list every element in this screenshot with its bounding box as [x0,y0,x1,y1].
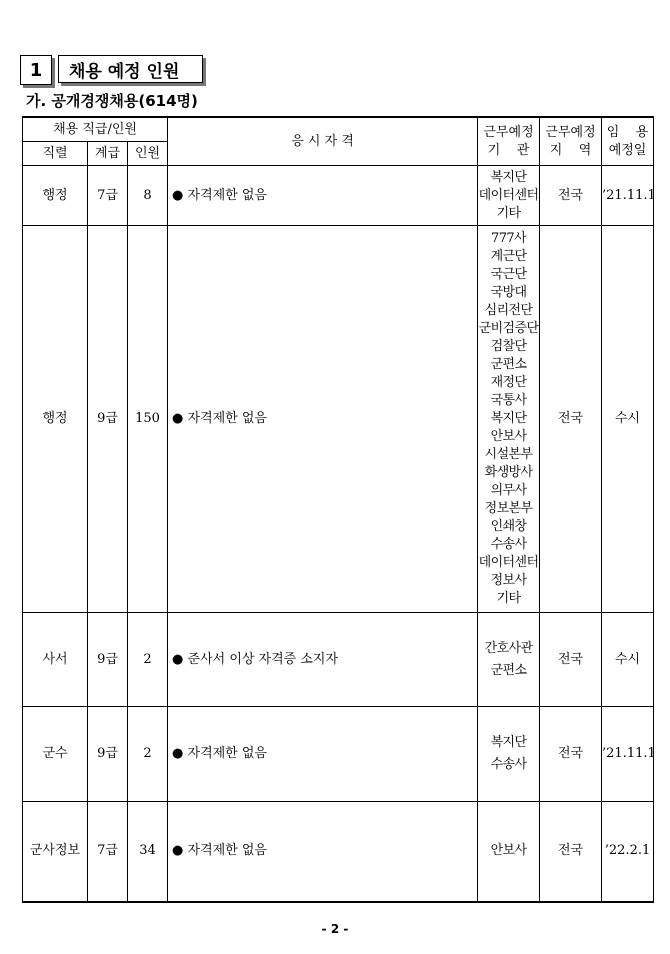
institution-item: 안보사 [490,429,527,444]
cell-institutions [478,226,540,613]
cell-series: 군수 [23,707,88,802]
cell-qualification: ● 자격제한 없음 [168,166,478,226]
header-region-line: 지 역 [549,142,592,158]
institution-item: 검찰단 [490,339,527,354]
institution-item: 복지단 [490,169,527,185]
cell-grade: 9급 [88,226,128,613]
cell-series: 행정 [23,226,88,613]
cell-series: 사서 [23,613,88,707]
cell-qualification: ● 자격제한 없음 [168,707,478,802]
cell-date: 수시 [602,226,654,613]
header-count: 인원 [128,142,168,166]
table-row [23,802,654,902]
header-grade: 계급 [88,142,128,166]
table-row [23,613,654,707]
header-date-line: 임 용 [606,124,649,140]
cell-count: 150 [128,226,168,613]
table-row [23,226,654,613]
institution-item: 데이터센터 [478,187,539,203]
cell-region: 전국 [540,707,602,802]
institution-item: 국통사 [490,393,527,408]
institution-item: 정보사 [490,573,527,588]
cell-institutions [478,166,540,226]
institution-item: 화생방사 [484,465,533,480]
institution-item: 심리전단 [484,303,533,318]
institution-item: 계근단 [490,249,527,264]
cell-qualification: ● 자격제한 없음 [168,802,478,902]
institution-item: 777사 [491,231,527,246]
header-institution [478,117,540,166]
cell-institutions [478,802,540,902]
cell-institutions [478,707,540,802]
cell-count: 34 [128,802,168,902]
cell-region: 전국 [540,613,602,707]
institution-item: 복지단 [490,735,527,750]
institution-item: 인쇄창 [490,519,527,534]
cell-grade: 7급 [88,802,128,902]
cell-grade: 9급 [88,707,128,802]
cell-date: ’22.2.1 [602,802,654,902]
institution-item: 정보본부 [484,501,533,516]
cell-date: ’21.11.1 [602,166,654,226]
cell-count: 8 [128,166,168,226]
header-institution-line: 기 관 [487,142,530,158]
page-number: - 2 - [321,922,349,936]
institution-item: 재정단 [490,375,527,390]
cell-grade: 7급 [88,166,128,226]
institution-item: 기타 [496,591,521,606]
header-position-group: 채용 직급/인원 [23,117,168,142]
cell-date: ’21.11.1 [602,707,654,802]
institution-item: 시설본부 [484,447,533,462]
cell-count: 2 [128,707,168,802]
institution-item: 복지단 [490,411,527,426]
institution-item: 국방대 [490,285,527,300]
institution-item: 수송사 [490,757,527,772]
cell-qualification: ● 자격제한 없음 [168,226,478,613]
section-number: 1 [20,55,52,85]
cell-region: 전국 [540,166,602,226]
header-date-line: 예정일 [608,142,647,158]
institution-item: 군편소 [490,662,527,678]
cell-series: 군사정보 [23,802,88,902]
header-region-line: 근무예정 [545,124,596,140]
institution-item: 데이터센터 [478,555,539,570]
cell-qualification: ● 준사서 이상 자격증 소지자 [168,613,478,707]
cell-grade: 9급 [88,613,128,707]
section-title: 채용 예정 인원 [58,55,203,83]
table-row [23,166,654,226]
institution-item: 간호사관 [484,640,533,656]
header-series: 직렬 [23,142,88,166]
header-qualification: 응 시 자 격 [168,117,478,166]
institution-item: 안보사 [490,843,527,859]
recruitment-table [22,116,654,903]
cell-date: 수시 [602,613,654,707]
institution-item: 의무사 [490,483,527,498]
institution-item: 수송사 [490,537,527,552]
institution-item: 군편소 [490,357,527,372]
header-region [540,117,602,166]
cell-series: 행정 [23,166,88,226]
subsection-title: 가. 공개경쟁채용(614명) [26,92,198,110]
cell-institutions [478,613,540,707]
table-row [23,707,654,802]
institution-item: 기타 [496,205,521,221]
cell-region: 전국 [540,226,602,613]
header-date [602,117,654,166]
cell-region: 전국 [540,802,602,902]
institution-item: 군비검증단 [478,321,539,336]
header-institution-line: 근무예정 [483,124,534,140]
cell-count: 2 [128,613,168,707]
institution-item: 국근단 [490,267,527,282]
